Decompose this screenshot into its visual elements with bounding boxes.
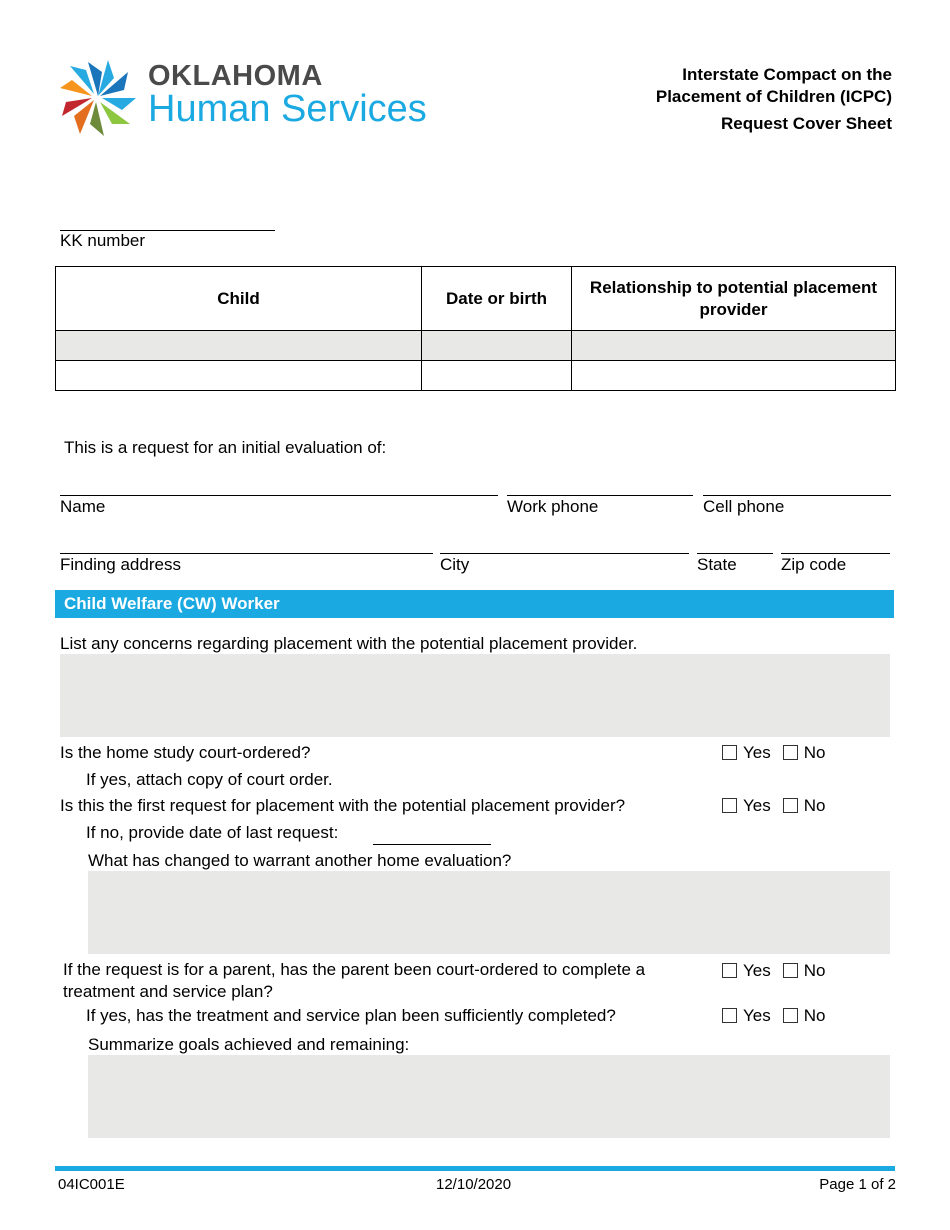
plan-completed-yes-checkbox[interactable] [722, 1008, 737, 1023]
address-field[interactable] [60, 553, 433, 554]
summarize-label: Summarize goals achieved and remaining: [88, 1035, 410, 1054]
child-dob-cell[interactable] [422, 361, 572, 391]
court-ordered-instruction: If yes, attach copy of court order. [86, 770, 333, 789]
column-header-relationship: Relationship to potential placement provider [572, 267, 896, 331]
first-request-no-checkbox[interactable] [783, 798, 798, 813]
child-dob-cell[interactable] [422, 331, 572, 361]
no-label: No [803, 1006, 826, 1025]
parent-plan-question-line2: treatment and service plan? [63, 982, 273, 1001]
zip-label: Zip code [781, 555, 847, 574]
kk-number-label: KK number [60, 231, 146, 250]
concerns-textarea[interactable] [60, 654, 890, 737]
last-request-date-field[interactable] [373, 844, 491, 845]
last-request-label: If no, provide date of last request: [86, 823, 339, 842]
table-row [56, 331, 896, 361]
child-relationship-cell[interactable] [572, 331, 896, 361]
city-label: City [440, 555, 470, 574]
child-name-cell[interactable] [56, 361, 422, 391]
footer-divider [55, 1166, 895, 1171]
child-name-cell[interactable] [56, 331, 422, 361]
form-subtitle: Request Cover Sheet [721, 114, 892, 133]
parent-plan-yes-checkbox[interactable] [722, 963, 737, 978]
state-field[interactable] [697, 553, 773, 554]
yes-label: Yes [743, 796, 771, 815]
yes-label: Yes [743, 743, 771, 762]
intro-text: This is a request for an initial evaluation of: [64, 438, 387, 457]
state-label: State [697, 555, 737, 574]
starburst-logo-icon [58, 58, 138, 138]
yes-label: Yes [743, 1006, 771, 1025]
logo-text-oklahoma: OKLAHOMA [148, 60, 323, 92]
work-phone-field[interactable] [507, 495, 693, 496]
first-request-question: Is this the first request for placement with the potential placement provider? [60, 796, 626, 815]
court-ordered-question: Is the home study court-ordered? [60, 743, 311, 762]
revision-date: 12/10/2020 [436, 1176, 512, 1193]
no-label: No [803, 796, 826, 815]
court-ordered-no-checkbox[interactable] [783, 745, 798, 760]
first-request-options [722, 796, 837, 816]
logo-text-human-services: Human Services [148, 88, 427, 130]
no-label: No [803, 961, 826, 980]
cell-phone-label: Cell phone [703, 497, 785, 516]
agency-logo [58, 58, 438, 140]
plan-completed-options [722, 1006, 837, 1026]
court-ordered-options [722, 743, 837, 763]
name-label: Name [60, 497, 106, 516]
parent-plan-question-line1: If the request is for a parent, has the parent been court-ordered to complete a [63, 960, 646, 979]
address-label: Finding address [60, 555, 181, 574]
parent-plan-options [722, 961, 837, 981]
child-table [55, 266, 896, 391]
zip-field[interactable] [781, 553, 890, 554]
page-number: Page 1 of 2 [819, 1176, 896, 1193]
what-changed-textarea[interactable] [88, 871, 890, 954]
first-request-yes-checkbox[interactable] [722, 798, 737, 813]
what-changed-label: What has changed to warrant another home evaluation? [88, 851, 512, 870]
column-header-date-of-birth: Date or birth [422, 267, 572, 331]
table-row [56, 361, 896, 391]
concerns-label: List any concerns regarding placement with the potential placement provider. [60, 634, 638, 653]
form-title-line1: Interstate Compact on the [682, 65, 892, 84]
yes-label: Yes [743, 961, 771, 980]
form-title-line2: Placement of Children (ICPC) [655, 87, 892, 106]
child-relationship-cell[interactable] [572, 361, 896, 391]
cell-phone-field[interactable] [703, 495, 891, 496]
plan-completed-no-checkbox[interactable] [783, 1008, 798, 1023]
work-phone-label: Work phone [507, 497, 599, 516]
parent-plan-no-checkbox[interactable] [783, 963, 798, 978]
form-number: 04IC001E [58, 1176, 125, 1193]
city-field[interactable] [440, 553, 689, 554]
plan-completed-question: If yes, has the treatment and service plan been sufficiently completed? [86, 1006, 616, 1025]
summarize-textarea[interactable] [88, 1055, 890, 1138]
court-ordered-yes-checkbox[interactable] [722, 745, 737, 760]
name-field[interactable] [60, 495, 498, 496]
section-header-cw-worker: Child Welfare (CW) Worker [55, 590, 894, 618]
no-label: No [803, 743, 826, 762]
column-header-child: Child [56, 267, 422, 331]
